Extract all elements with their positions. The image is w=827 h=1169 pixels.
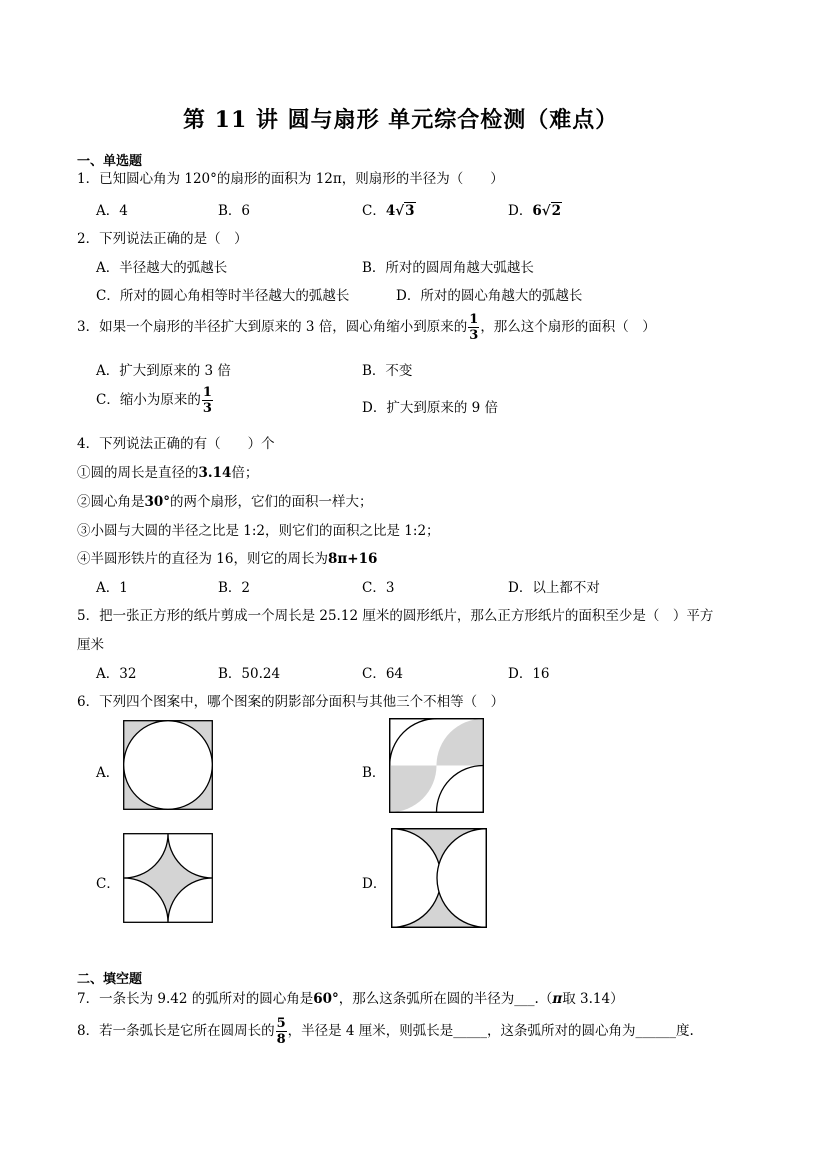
q5-option-a[interactable]: A．32 xyxy=(96,666,137,682)
q6-figure-c xyxy=(123,833,213,923)
q6-figure-d xyxy=(391,828,487,928)
q4-option-c[interactable]: C．3 xyxy=(362,580,395,596)
q3-option-d[interactable]: D．扩大到原来的 9 倍 xyxy=(362,400,498,416)
section-heading-fill-blank: 二、填空题 xyxy=(77,972,143,987)
q4-option-d[interactable]: D．以上都不对 xyxy=(508,580,600,596)
question-5-stem: 5．把一张正方形的纸片剪成一个周长是 25.12 厘米的圆形纸片，那么正方形纸片的面积至少是（ ）平方 xyxy=(77,608,714,624)
q1-option-b[interactable]: B．6 xyxy=(218,203,251,219)
question-7-stem: 7．一条长为 9.42 的弧所对的圆心角是60°，那么这条弧所在圆的半径为___.（π取 3.14） xyxy=(77,991,624,1007)
q1-option-d-radical: 6√2 xyxy=(532,203,562,219)
question-6-stem: 6．下列四个图案中，哪个图案的阴影部分面积与其他三个不相等（ ） xyxy=(77,694,505,710)
question-4-stem: 4．下列说法正确的有（ ）个 xyxy=(77,436,275,452)
q4-statement-3: ③小圆与大圆的半径之比是 1:2，则它们的面积之比是 1:2； xyxy=(77,523,440,539)
q2-option-c[interactable]: C．所对的圆心角相等时半径越大的弧越长 xyxy=(96,288,350,304)
q1-option-c-radical: 4√3 xyxy=(385,203,415,219)
q3-fraction: $\frac{1}{3}$ xyxy=(469,312,479,343)
q1-option-a[interactable]: A．4 xyxy=(96,203,128,219)
question-2-stem: 2．下列说法正确的是（ ） xyxy=(77,231,248,247)
q4-statement-1: ①圆的周长是直径的3.14倍； xyxy=(77,465,259,481)
q3-option-b[interactable]: B．不变 xyxy=(362,363,413,379)
q6-figure-a xyxy=(123,720,213,810)
figure-a-circle xyxy=(124,721,213,810)
q4-statement-4: ④半圆形铁片的直径为 16，则它的周长为8π+16 xyxy=(77,551,378,567)
q2-option-b[interactable]: B．所对的圆周角越大弧越长 xyxy=(362,260,534,276)
q3-option-c-fraction: $\frac{1}{3}$ xyxy=(202,385,212,416)
q2-option-a[interactable]: A．半径越大的弧越长 xyxy=(96,260,228,276)
q4-statement-2: ②圆心角是30°的两个扇形，它们的面积一样大； xyxy=(77,494,373,510)
page-title: 第 11 讲 圆与扇形 单元综合检测（难点） xyxy=(183,107,619,133)
q4-option-b[interactable]: B．2 xyxy=(218,580,251,596)
question-5-stem-cont: 厘米 xyxy=(77,637,104,653)
q5-option-c[interactable]: C．64 xyxy=(362,666,404,682)
q5-option-d[interactable]: D．16 xyxy=(508,666,550,682)
q5-option-b[interactable]: B．50.24 xyxy=(218,666,281,682)
q2-option-d[interactable]: D．所对的圆心角越大的弧越长 xyxy=(396,288,583,304)
q1-option-d[interactable] xyxy=(508,199,562,219)
q1-option-d-label: D． xyxy=(508,203,533,219)
q8-fraction: $\frac{5}{8}$ xyxy=(276,1016,286,1047)
q6-option-c-label[interactable]: C． xyxy=(96,876,120,892)
q1-option-c[interactable] xyxy=(362,199,416,219)
q6-option-b-label[interactable]: B． xyxy=(362,765,386,781)
question-8-stem: 8．若一条弧长是它所在圆周长的 $\frac{5}{8}$ ，半径是 4 厘米，则弧长是_____，这条弧所对的圆心角为______度. xyxy=(77,1016,694,1047)
question-3-stem: 3．如果一个扇形的半径扩大到原来的 3 倍，圆心角缩小到原来的 $\frac{1}{3}$ ，那么这个扇形的面积（ ） xyxy=(77,312,656,343)
q4-option-a[interactable]: A．1 xyxy=(96,580,128,596)
q6-option-d-label[interactable]: D． xyxy=(362,876,387,892)
question-1-stem: 1．已知圆心角为 120°的扇形的面积为 12π，则扇形的半径为（ ） xyxy=(77,171,504,187)
q6-figure-b xyxy=(389,718,484,813)
section-heading-single-choice: 一、单选题 xyxy=(77,154,143,169)
q3-option-a[interactable]: A．扩大到原来的 3 倍 xyxy=(96,363,231,379)
q6-option-a-label[interactable]: A． xyxy=(96,765,120,781)
q1-option-c-label: C． xyxy=(362,203,386,219)
q3-option-c[interactable]: C．缩小为原来的 $\frac{1}{3}$ xyxy=(96,385,212,416)
